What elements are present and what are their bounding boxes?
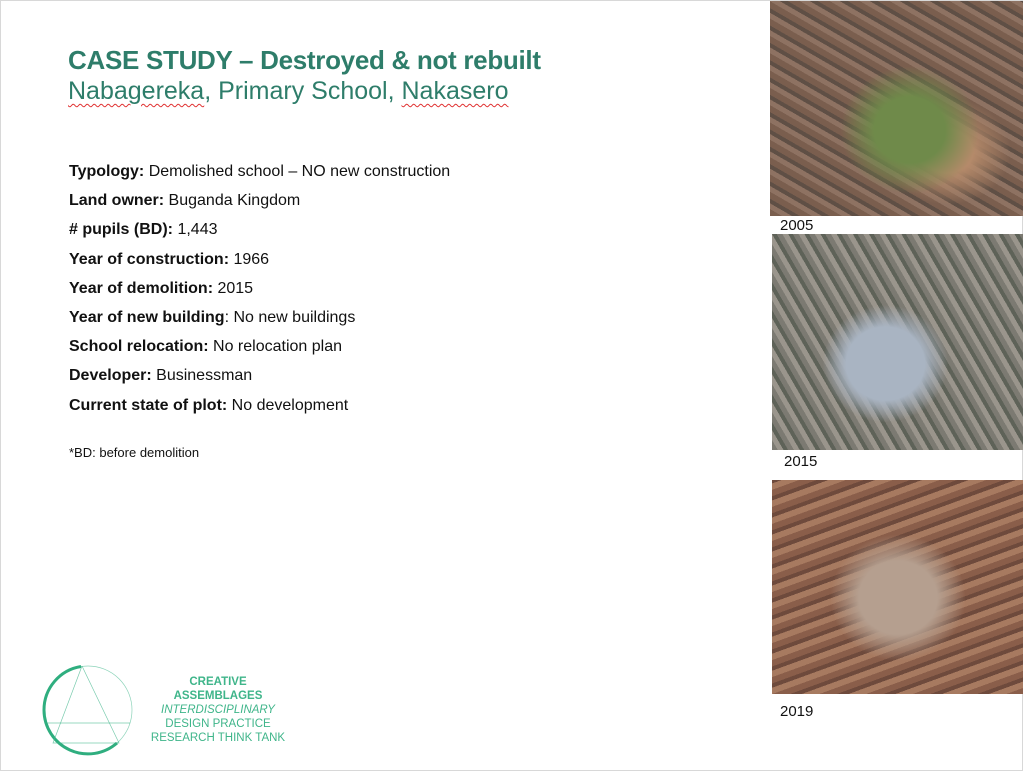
fact-year-new-building [69, 308, 450, 337]
fact-value: : No new buildings [224, 308, 356, 326]
logo-line: RESEARCH THINK TANK [150, 732, 286, 744]
logo-line: INTERDISCIPLINARY [161, 704, 275, 716]
logo-line: CREATIVE ASSEMBLAGES [173, 676, 263, 702]
satellite-photo-2015 [772, 234, 1023, 450]
fact-value: Businessman [151, 367, 253, 385]
slide-title: CASE STUDY – Destroyed & not rebuilt [68, 45, 541, 75]
fact-value: No development [227, 396, 349, 414]
fact-year-demolition [69, 279, 450, 308]
fact-pupils [69, 220, 450, 249]
fact-label: School relocation: [69, 338, 209, 356]
fact-developer [69, 366, 450, 395]
logo-text [147, 675, 289, 745]
fact-value: 2015 [213, 279, 254, 297]
fact-value: 1966 [229, 250, 270, 268]
fact-value: 1,443 [173, 221, 218, 239]
facts-list [69, 162, 450, 425]
fact-label: Year of construction: [69, 250, 230, 268]
fact-label: Typology: [69, 163, 145, 180]
fact-current-state [69, 396, 450, 425]
photo-year-label: 2005 [780, 217, 814, 234]
fact-value: Buganda Kingdom [164, 192, 301, 210]
fact-land-owner [69, 191, 450, 220]
fact-label: Current state of plot: [69, 396, 228, 414]
slide-subtitle [68, 77, 509, 106]
satellite-photo-2019 [772, 480, 1023, 694]
subtitle-middle: , Primary School, [204, 77, 402, 105]
logo-circle-triangle-icon [39, 661, 139, 761]
subtitle-location: Nakasero [401, 77, 509, 105]
fact-relocation [69, 337, 450, 366]
subtitle-school-name: Nabagereka [68, 77, 205, 105]
fact-typology [69, 162, 450, 191]
fact-year-construction [69, 250, 450, 279]
photo-year-label: 2015 [784, 453, 818, 470]
satellite-photo-2005 [770, 1, 1023, 216]
fact-label: Land owner: [69, 192, 165, 210]
fact-label: Year of new building [69, 308, 225, 326]
logo-line: DESIGN PRACTICE [165, 718, 271, 730]
fact-label: # pupils (BD): [69, 221, 173, 239]
fact-label: Year of demolition: [69, 279, 214, 297]
photo-year-label: 2019 [780, 703, 814, 720]
fact-value: No relocation plan [208, 338, 342, 356]
fact-value: Demolished school – NO new construction [144, 163, 451, 180]
fact-label: Developer: [69, 367, 152, 385]
footnote: *BD: before demolition [69, 445, 200, 460]
